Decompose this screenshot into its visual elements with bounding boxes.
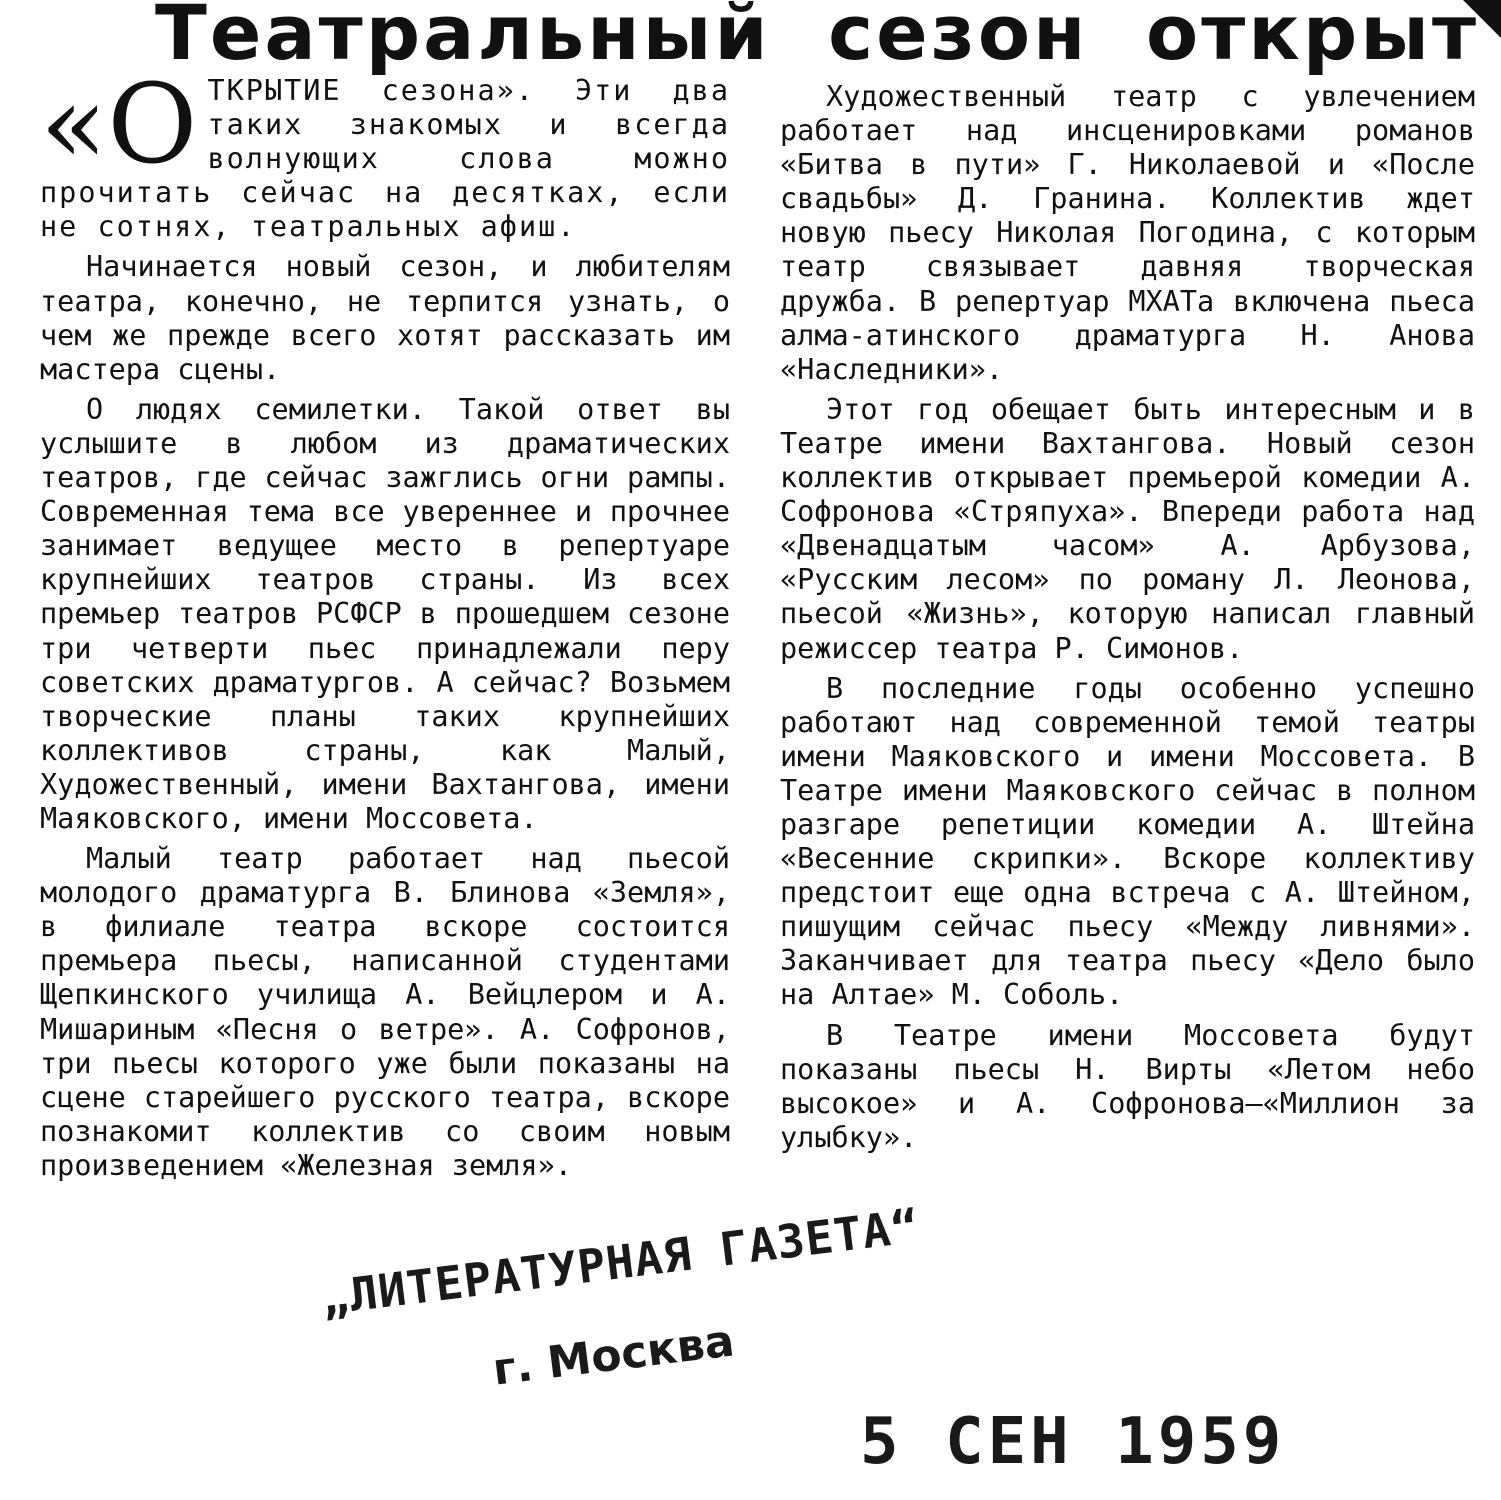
right-column <box>780 80 1475 1161</box>
paragraph: В Театре имени Моссовета будут показаны пьесы Н. Вирты «Летом небо высокое» и А. Софронова—«Миллион за улыбку». <box>780 1018 1475 1154</box>
paragraph: Художественный театр с увлечением работает над инсценировками романов «Битва в пути» Г. Николаевой и «После свадьбы» Д. Гранина. Коллектив ждет новую пьесу Николая Погодина, с которым театр связывает давняя творческая дружба. В репертуар МХАТа включена пьеса алма-атинского драматурга Н. Анова «Наследники». <box>780 80 1475 386</box>
corner-mark <box>1463 0 1501 38</box>
date-stamp: 5 СЕН 1959 <box>860 1405 1286 1479</box>
newspaper-name-stamp: „ЛИТЕРАТУРНАЯ ГАЗЕТА“ <box>318 1198 923 1326</box>
paragraph: В последние годы особенно успешно работают над современной темой театры имени Маяковского и имени Моссовета. В Театре имени Маяковского сейчас в полном разгаре репетиции комедии А. Штейна «Весенние скрипки». Вскоре коллективу предстоит еще одна встреча с А. Штейном, пишущим сейчас пьесу «Между ливнями». Заканчивает для театра пьесу «Дело было на Алтае» М. Соболь. <box>780 671 1475 1012</box>
left-column <box>40 60 730 1189</box>
dropcap: «О <box>40 60 198 188</box>
paragraph: Малый театр работает над пьесой молодого драматурга В. Блинова «Земля», в филиале театра вскоре состоится премьера пьесы, написанной студентами Щепкинского училища А. Вейцлером и А. Мишариным «Песня о ветре». А. Софронов, три пьесы которого уже были показаны на сцене старейшего русского театра, вскоре познакомит коллектив со своим новым произведением «Железная земля». <box>40 842 730 1182</box>
paragraph: О людях семилетки. Такой ответ вы услышите в любом из драматических театров, где сейчас зажглись огни рампы. Современная тема все увереннее и прочнее занимает ведущее место в репертуаре крупнейших театров страны. Из всех премьер театров РСФСР в прошедшем сезоне три четверти пьес принадлежали перу советских драматургов. А сейчас? Возьмем творческие планы таких крупнейших коллективов страны, как Малый, Художественный, имени Вахтангова, имени Маяковского, имени Моссовета. <box>40 392 730 835</box>
paragraph: Начинается новый сезон, и любителям театра, конечно, не терпится узнать, о чем же прежде всего хотят рассказать им мастера сцены. <box>40 250 730 386</box>
lead-text: ТКРЫТИЕ сезона». Эти два таких знакомых и всегда волнующих слова можно прочитать сейчас на десятках, если не сотнях, театральных афиш. <box>40 74 730 244</box>
city-stamp: г. Москва <box>490 1315 737 1396</box>
headline: Театральный сезон открыт <box>155 0 1480 77</box>
paragraph: Этот год обещает быть интересным и в Театре имени Вахтангова. Новый сезон коллектив открывает премьерой комедии А. Софронова «Стряпуха». Впереди работа над «Двенадцатым часом» А. Арбузова, «Русским лесом» по роману Л. Леонова, пьесой «Жизнь», которую написал главный режиссер театра Р. Симонов. <box>780 392 1475 665</box>
lead-paragraph <box>40 60 730 244</box>
